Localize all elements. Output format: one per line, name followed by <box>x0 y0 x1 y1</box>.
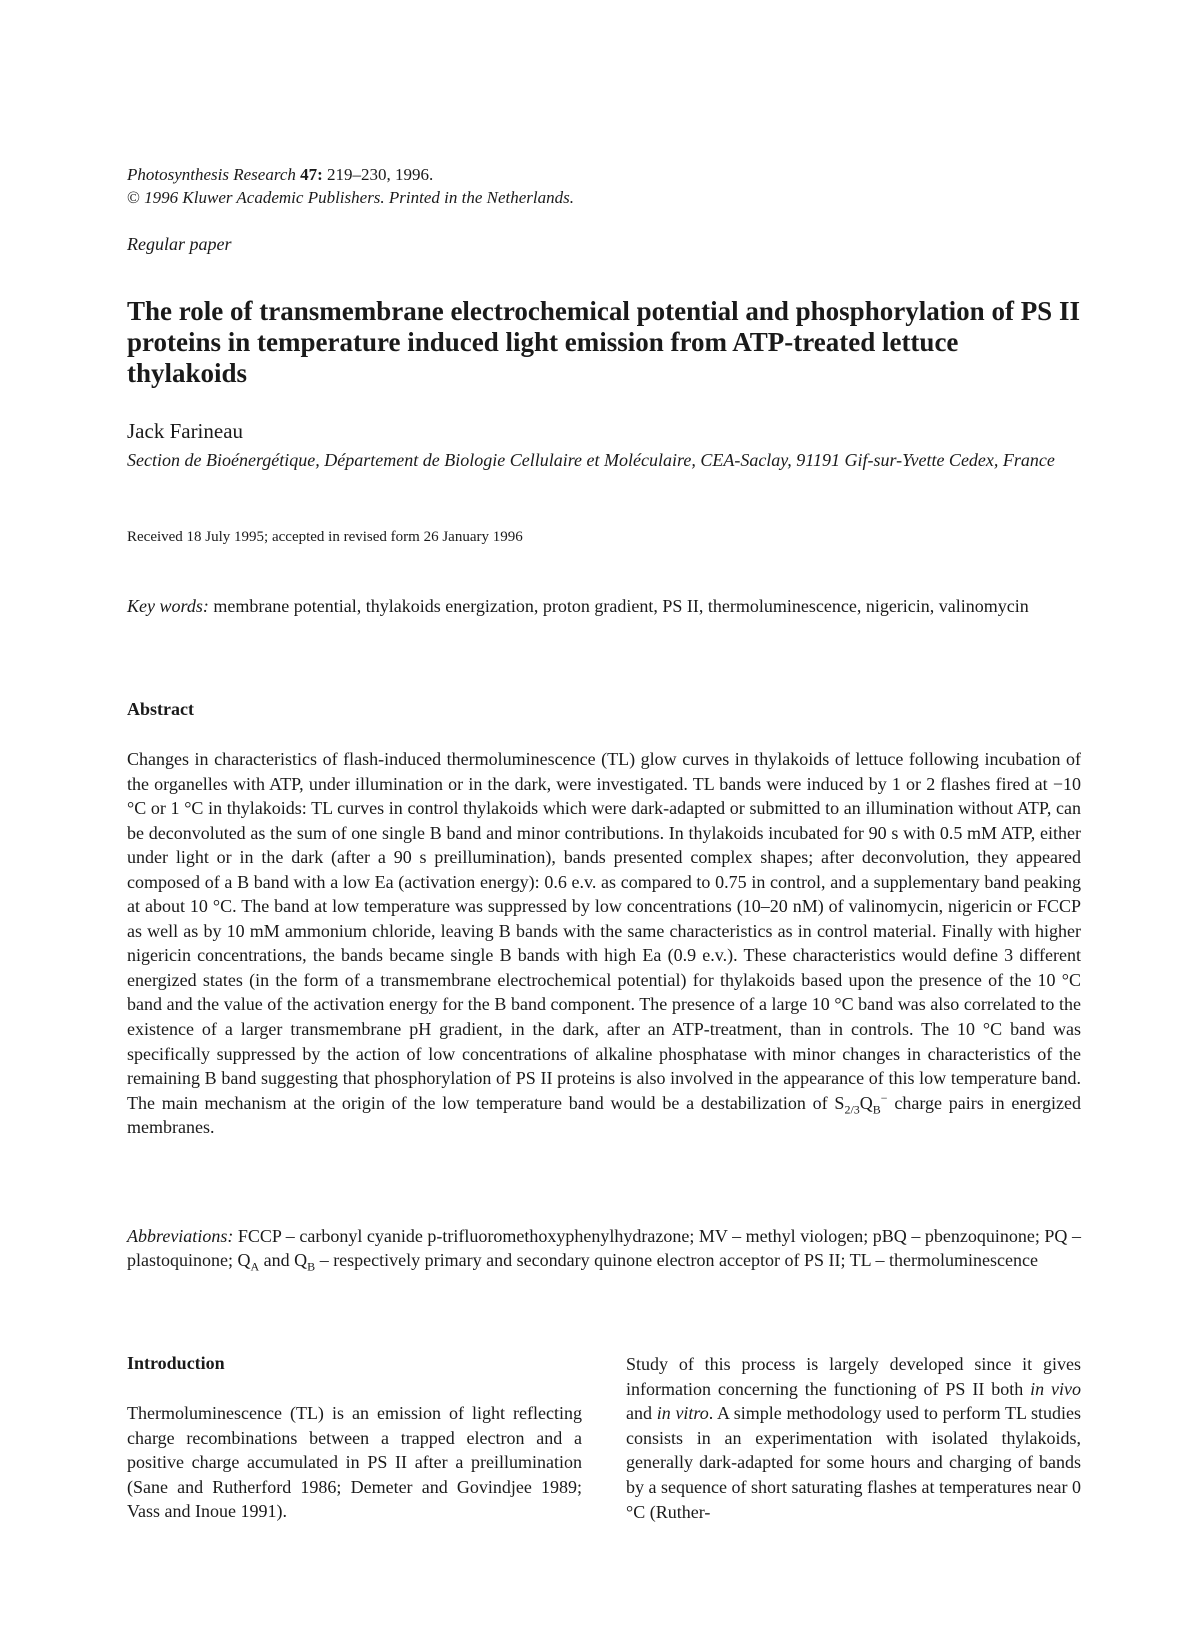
author-name: Jack Farineau <box>127 419 244 443</box>
introduction-column-2 <box>626 1352 1081 1524</box>
intro-and: and <box>626 1403 657 1424</box>
intro-col2-part-b: . A simple methodology used to perform TL studies consists in an experimentation with isolated thylakoids, generally dark-adapted for some hours and charging of bands by a sequence of short saturating flashes at temperatures near 0 °C (Ruther- <box>626 1403 1081 1522</box>
printed-in: Printed in the Netherlands. <box>388 188 575 207</box>
abstract-sub-s: 2/3 <box>844 1102 860 1117</box>
abbreviations <box>127 1224 1081 1272</box>
copyright-icon: © <box>127 188 140 207</box>
journal-name: Photosynthesis Research <box>127 165 296 184</box>
keywords <box>127 594 1081 618</box>
abbreviations-sub-b: B <box>307 1259 316 1274</box>
journal-pages-year: 219–230, 1996. <box>322 165 434 184</box>
copyright-line <box>127 187 574 209</box>
paper-title: The role of transmembrane electrochemical potential and phosphorylation of PS II proteins in temperature induced light emission from ATP-treated lettuce thylakoids <box>127 296 1080 388</box>
abstract-end: charge pairs in energized membranes. <box>127 1092 1081 1138</box>
intro-col2-part-a: Study of this process is largely developed since it gives information concerning the functioning of PS II both <box>626 1354 1081 1399</box>
abbreviations-text-2: and Q <box>259 1250 308 1270</box>
received-dates: Received 18 July 1995; accepted in revised form 26 January 1996 <box>127 529 523 545</box>
abbreviations-text-3: – respectively primary and secondary quinone electron acceptor of PS II; TL – thermoluminescence <box>315 1250 1038 1270</box>
journal-volume: 47: <box>300 165 323 184</box>
abbreviations-sub-a: A <box>250 1259 260 1274</box>
journal-citation <box>127 164 433 186</box>
introduction-column-1: Thermoluminescence (TL) is an emission of light reflecting charge recombinations between a trapped electron and a positive charge accumulated in PS II after a preillumination (Sane and Rutherford 1986; Demeter and Govindjee 1989; Vass and Inoue 1991). <box>127 1403 582 1522</box>
abstract-q: Q <box>859 1092 873 1113</box>
keywords-text: membrane potential, thylakoids energization, proton gradient, PS II, thermoluminescence, nigericin, valinomycin <box>208 596 1029 616</box>
abstract-text <box>127 747 1081 1140</box>
intro-in-vivo: in vivo <box>1030 1378 1081 1399</box>
intro-in-vitro: in vitro <box>656 1403 709 1424</box>
keywords-label: Key words: <box>127 596 209 616</box>
abbreviations-label: Abbreviations: <box>127 1226 234 1246</box>
abstract-heading: Abstract <box>127 699 194 719</box>
introduction-heading: Introduction <box>127 1353 225 1373</box>
abstract-sup-minus: − <box>880 1090 888 1105</box>
abstract-body: Changes in characteristics of flash-induced thermoluminescence (TL) glow curves in thylakoids of lettuce following incubation of the organelles with ATP, under illumination or in the dark, were investigated. TL bands were induced by 1 or 2 flashes fired at −10 °C or 1 °C in thylakoids: TL curves in control thylakoids which were dark-adapted or submitted to an illumination without ATP, can be deconvoluted as the sum of one single B band and minor contributions. In thylakoids incubated for 90 s with 0.5 mM ATP, either under light or in the dark (after a 90 s preillumination), bands presented complex shapes; after deconvolution, they appeared composed of a B band with a low Ea (activation energy): 0.6 e.v. as compared to 0.75 in control, and a supplementary band peaking at about 10 °C. The band at low temperature was suppressed by low concentrations (10–20 nM) of valinomycin, nigericin or FCCP as well as by 10 mM ammonium chloride, leaving B bands with the same characteristics as in control material. Finally with higher nigericin concentrations, the bands became single B bands with high Ea (0.9 e.v.). These characteristics would define 3 different energized states (in the form of a transmembrane electrochemical potential) for thylakoids based upon the presence of the 10 °C band and the value of the activation energy for the B band component. The presence of a large 10 °C band was also correlated to the existence of a larger transmembrane pH gradient, in the dark, after an ATP-treatment, than in controls. The 10 °C band was specifically suppressed by the action of low concentrations of alkaline phosphatase with minor changes in characteristics of the remaining B band suggesting that phosphorylation of PS II proteins is also involved in the appearance of this low temperature band. The main mechanism at the origin of the low temperature band would be a destabilization of S <box>127 749 1081 1113</box>
author-affiliation: Section de Bioénergétique, Département de Biologie Cellulaire et Moléculaire, CEA-Saclay, 91191 Gif-sur-Yvette Cedex, France <box>127 450 1055 470</box>
abstract-sub-b: B <box>872 1102 881 1117</box>
paper-type: Regular paper <box>127 234 232 254</box>
publisher: 1996 Kluwer Academic Publishers. <box>139 188 385 207</box>
paper-page <box>127 0 1081 1651</box>
abbreviations-text-1: FCCP – carbonyl cyanide p-trifluoromethoxyphenylhydrazone; MV – methyl viologen; pBQ – pbenzoquinone; PQ – plastoquinone; Q <box>127 1226 1081 1270</box>
